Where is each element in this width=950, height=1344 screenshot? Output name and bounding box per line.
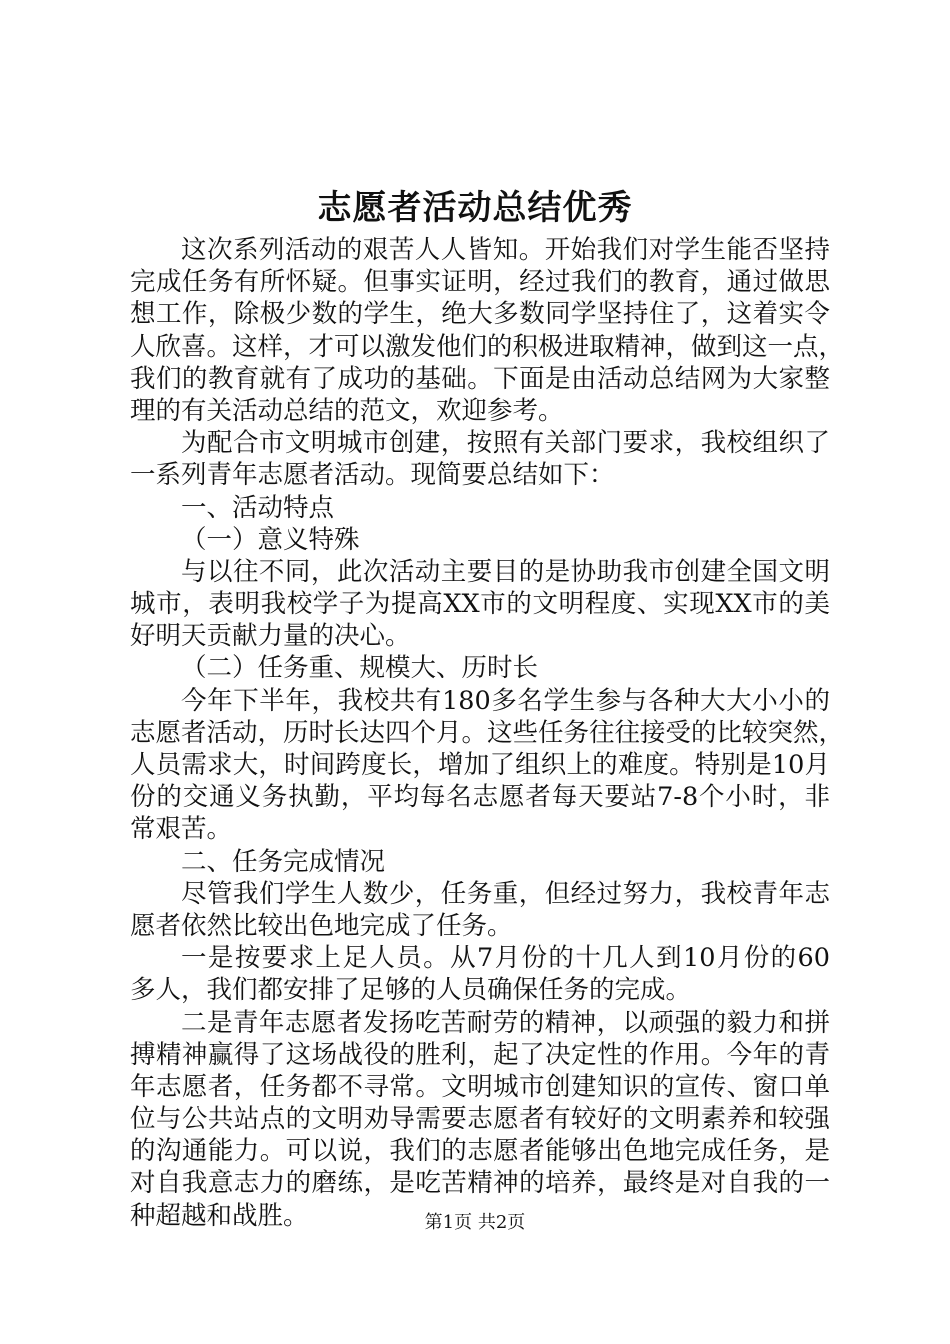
body-line: 理的有关活动总结的范文，欢迎参考。 [130,395,564,426]
body-line: 我们的教育就有了成功的基础。下面是由活动总结网为大家整 [130,363,830,394]
body-line: 常艰苦。 [130,814,233,845]
body-line: 位与公共站点的文明劝导需要志愿者有较好的文明素养和较强 [130,1104,830,1135]
body-line: 尽管我们学生人数少，任务重，但经过努力，我校青年志 [181,878,830,909]
document-body [130,234,845,1232]
body-line: （一）意义特殊 [181,524,360,555]
body-line: 这次系列活动的艰苦人人皆知。开始我们对学生能否坚持 [181,235,830,265]
body-line: 今年下半年，我校共有180多名学生参与各种大大小小的 [181,685,830,716]
body-line: 一、活动特点 [181,492,335,523]
body-line: 年志愿者，任务都不寻常。文明城市创建知识的宣传、窗口单 [130,1071,830,1102]
body-line: 愿者依然比较出色地完成了任务。 [130,910,513,941]
body-line: （二）任务重、规模大、历时长 [181,653,539,684]
body-line: 种超越和战胜。 [130,1200,309,1231]
body-line: 一是按要求上足人员。从7月份的十几人到10月份的60 [181,943,830,974]
body-line: 为配合市文明城市创建，按照有关部门要求，我校组织了 [181,428,830,459]
body-line: 多人，我们都安排了足够的人员确保任务的完成。 [130,975,692,1006]
body-line: 城市，表明我校学子为提高XX市的文明程度、实现XX市的美 [130,589,830,620]
body-line: 人欣喜。这样，才可以激发他们的积极进取精神，做到这一点， [130,331,845,362]
body-line: 二、任务完成情况 [181,846,386,877]
body-line: 想工作，除极少数的学生，绝大多数同学坚持住了，这着实令 [130,299,830,330]
body-line: 的沟通能力。可以说，我们的志愿者能够出色地完成任务，是 [130,1136,830,1167]
body-line: 人员需求大，时间跨度长，增加了组织上的难度。特别是10月 [130,750,830,780]
page-footer: 第1页 共2页 [424,1212,526,1233]
document-title: 志愿者活动总结优秀 [317,188,633,228]
body-line: 份的交通义务执勤，平均每名志愿者每天要站7-8个小时，非 [130,782,830,813]
body-line: 二是青年志愿者发扬吃苦耐劳的精神，以顽强的毅力和拼 [181,1007,830,1038]
body-line: 一系列青年志愿者活动。现简要总结如下： [130,460,615,491]
body-line: 志愿者活动，历时长达四个月。这些任务往往接受的比较突然， [130,717,845,748]
body-line: 好明天贡献力量的决心。 [130,621,411,652]
body-line: 搏精神赢得了这场战役的胜利，起了决定性的作用。今年的青 [130,1039,830,1070]
body-line: 对自我意志力的磨练，是吃苦精神的培养，最终是对自我的一 [130,1168,830,1199]
body-line: 完成任务有所怀疑。但事实证明，经过我们的教育，通过做思 [130,267,830,298]
body-line: 与以往不同，此次活动主要目的是协助我市创建全国文明 [181,556,830,587]
